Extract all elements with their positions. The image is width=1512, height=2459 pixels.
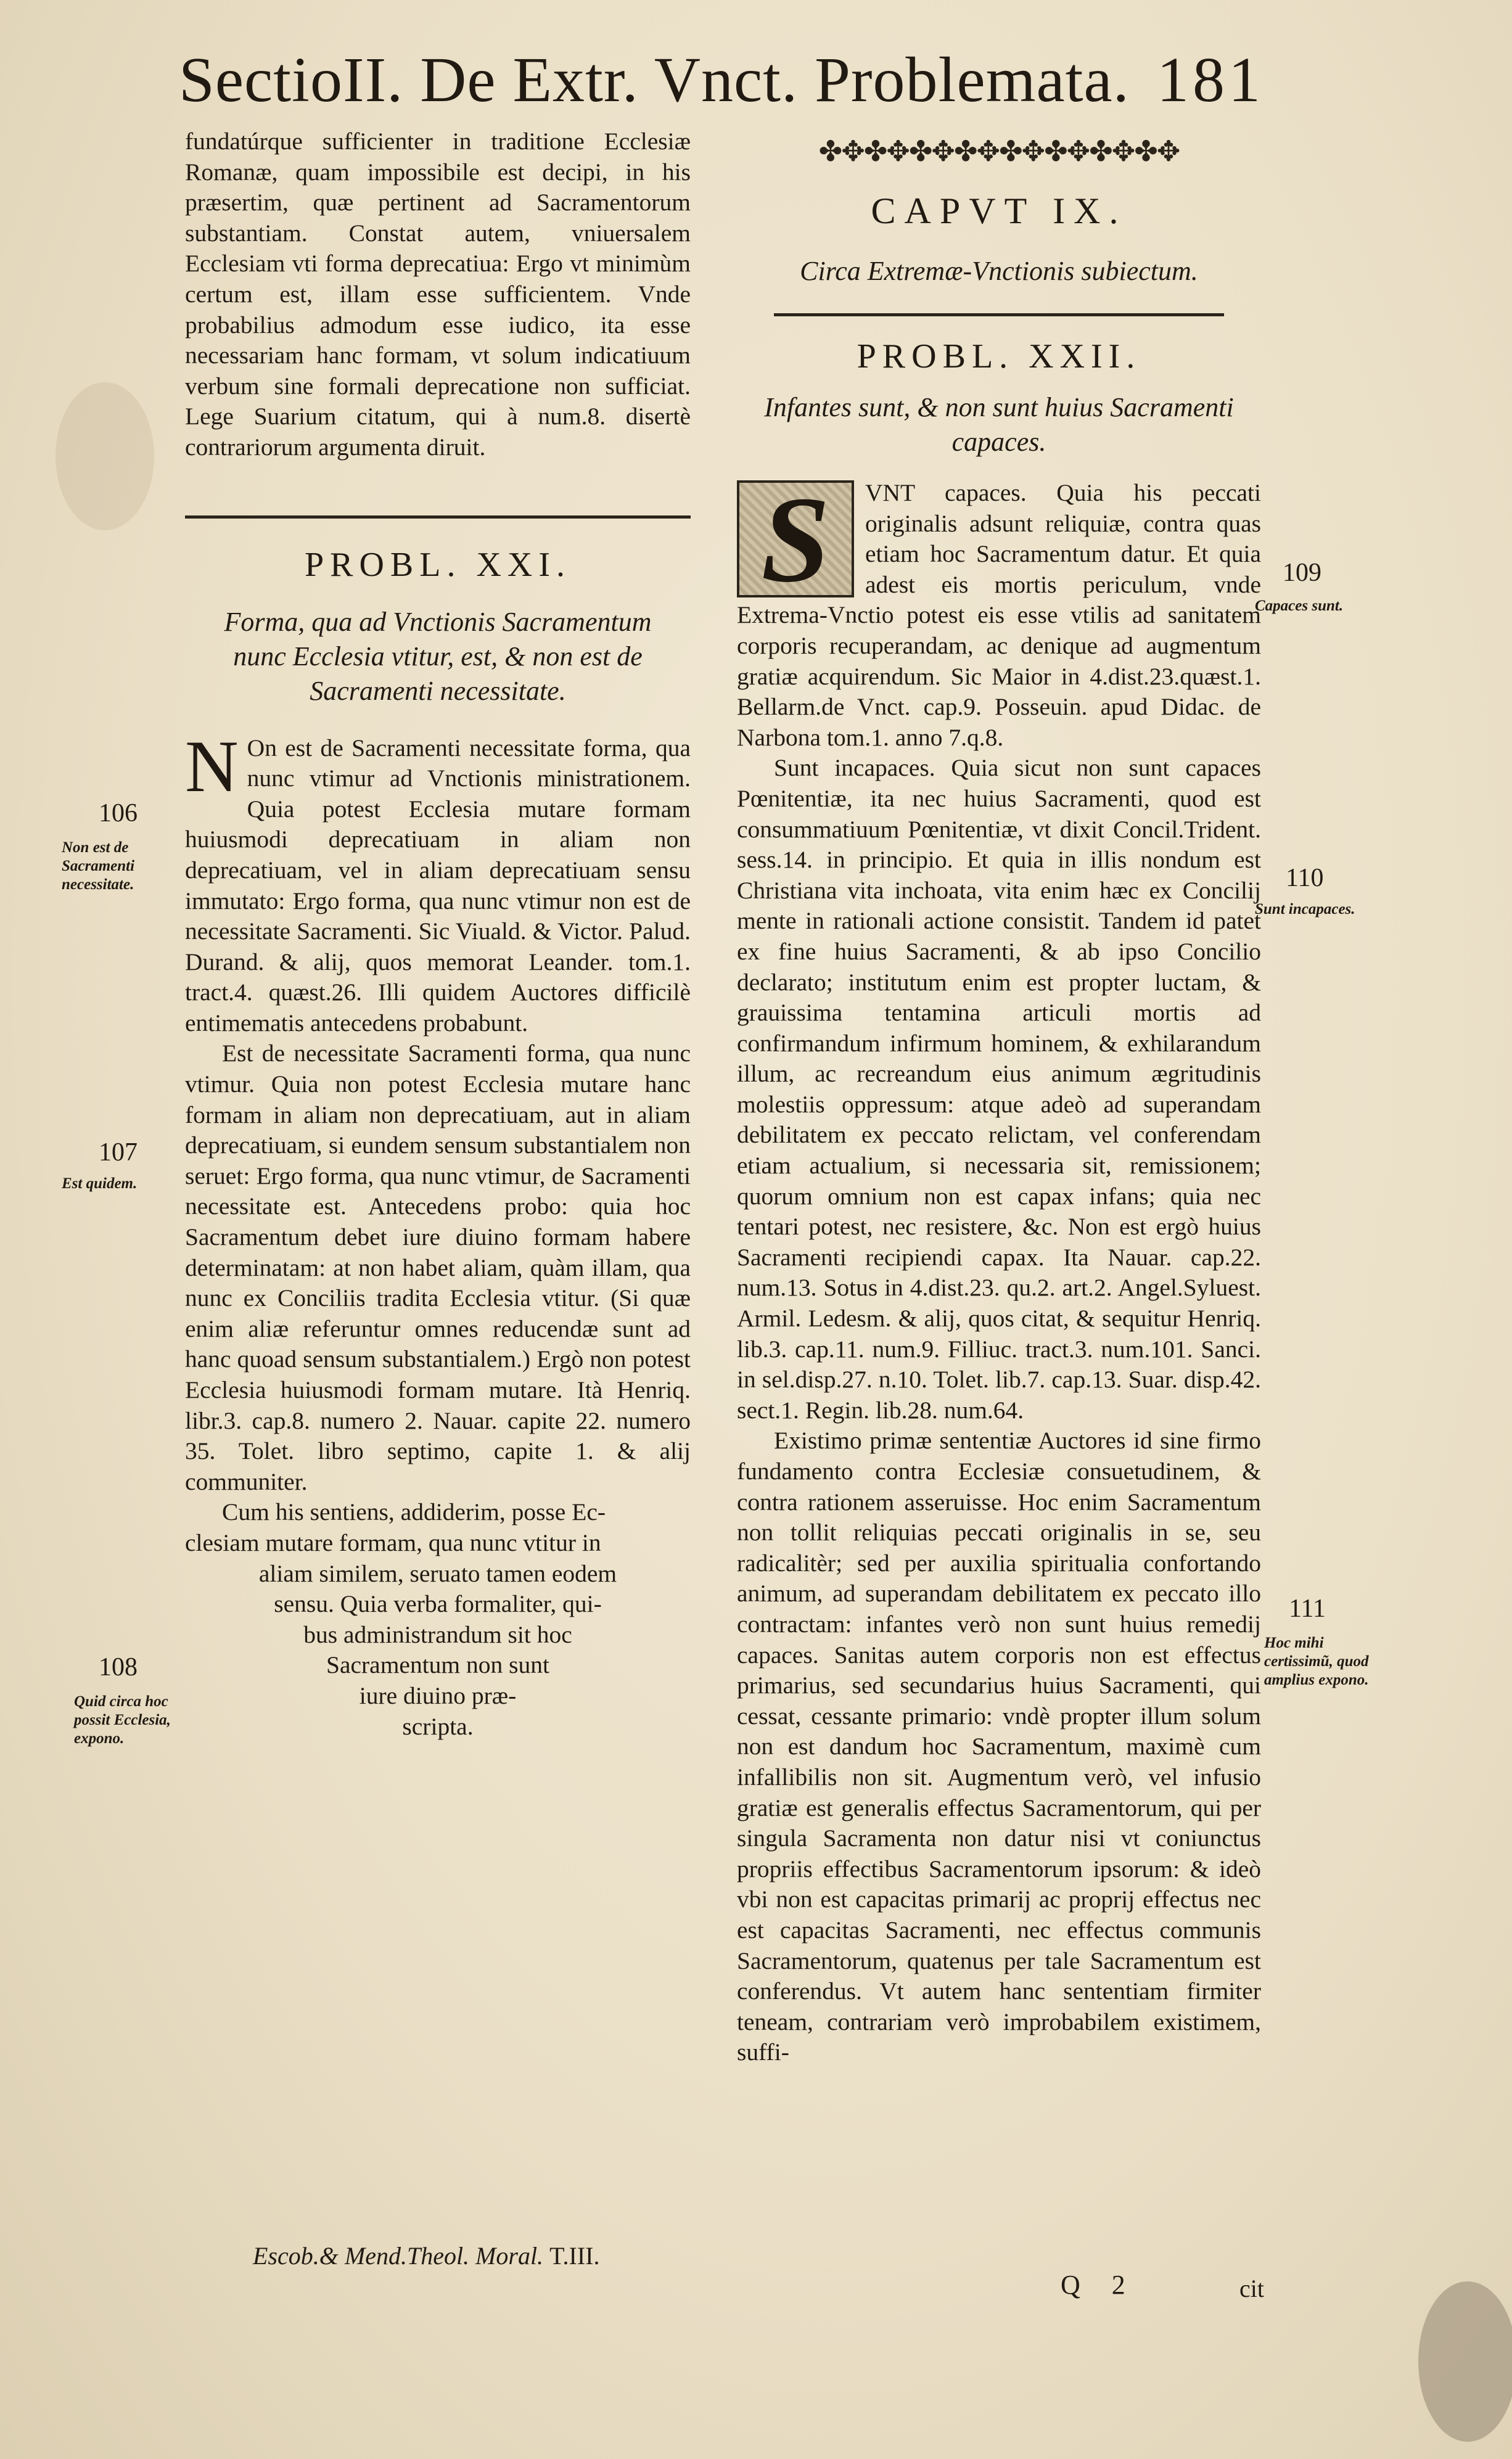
problem-22-heading: PROBL. XXII. [857,337,1141,376]
left-column [185,126,691,1742]
chapter-rubric: Circa Extremæ-Vnctionis subiectum. [800,256,1198,286]
margin-note-110: Sunt incapaces. [1255,901,1355,918]
page-number: 181 [1157,44,1264,115]
paragraph-108: Cum his sentiens, addiderim, posse Ec- clesiam mutare formam, qua nunc vtitur in aliam similem, seruato tamen eodem sensu. Quia verba formaliter, qui- bus administrandum sit hoc Sacramentum non sunt iure diuino præ- scripta. [185,1498,617,1740]
margin-note-106: Non est de Sacramenti necessitate. [62,839,135,893]
ornament-band: ✤✥✤✥✤✥✤✥✤✥✤✥✤✥✤✥ [818,136,1180,167]
paper-damage [1418,2281,1512,2442]
margin-number-110: 110 [1286,864,1324,892]
paper-stain [55,382,154,530]
drop-cap-s: S [737,480,854,597]
right-column [737,129,1261,2068]
margin-note-111: Hoc mihi certissimũ, quod amplius expono. [1264,1635,1369,1688]
problem-21-heading: PROBL. XXI. [304,545,572,584]
drop-cap-n: N [185,725,239,807]
running-title: SectioII. De Extr. Vnct. Problemata. [179,44,1130,115]
paragraph-110: Sunt incapaces. Quia sicut non sunt capaces Pœnitentiæ, ita nec huius Sacramenti, quod est consummatiuum Pœnitentiæ, vt dixit Concil.Trident. sess.14. in principio. Et quia in illis nondum est Christiana vita inchoata, vita enim hæc ex Concilij mente in rationali actione consistit. Tandem id patet ex fine huius Sacramenti, & ab ipso Concilio declarato; institutum enim est propter luctam, & grauissima tentamina articuli mortis ad confirmandum infirmum hominem, & exhilarandum illum, ac recreandum eius animum ægritudinis molestiis oppressum: atque adeò ad superandam debilitatem ex peccato relictam, vel conferendam etiam actualium, si necessaria sit, remissionem; quorum omnium non est capax infans; quia nec tentari potest, nec resistere, &c. Non est ergò huius Sacramenti recipiendi capax. Ita Nauar. cap.22. num.13. Sotus in 4.dist.23. qu.2. art.2. Angel.Syluest. Armil. Ledesm. & alij, quos citat, & sequitur Henriq. lib.3. cap.11. num.9. Filliuc. tract.3. num.101. Sanci. in sel.disp.27. n.10. Tolet. lib.7. cap.13. Suar. disp.42. sect.1. Regin. lib.28. num.64. [737,754,1261,1424]
margin-number-109: 109 [1283,559,1321,587]
chapter-heading: CAPVT IX. [871,191,1127,231]
margin-number-111: 111 [1289,1595,1326,1623]
margin-number-106: 106 [99,799,138,827]
problem-22-rubric: Infantes sunt, & non sunt huius Sacramenti capaces. [764,392,1234,457]
margin-number-107: 107 [99,1138,138,1167]
running-header [179,34,1264,126]
margin-note-109: Capaces sunt. [1255,597,1344,614]
problem-21-rubric: Forma, qua ad Vnctionis Sacramentum nunc Ecclesia vtitur, est, & non est de Sacramenti necessitate. [224,606,652,706]
paragraph-107: Est de necessitate Sacramenti forma, qua nunc vtimur. Quia non potest Ecclesia mutare hanc formam in aliam non deprecatiuam, aut in aliam deprecatiuam, si eundem sensum substantialem non seruet: Ergo forma, qua nunc vtimur, de Sacramenti necessitate est. Antecedens probo: quia hoc Sacramentum debet iure diuino formam habere determinatam: at non habet aliam, quàm illam, qua nunc ex Conciliis tradita Ecclesia vtitur. (Si quæ enim aliæ referuntur omnes reducendæ sunt ad hanc quoad sensum substantialem.) Ergò non potest Ecclesia huiusmodi formam mutare. Ità Henriq. libr.3. cap.8. numero 2. Nauar. capite 22. numero 35. Tolet. libro septimo, capite 1. & alij communiter. [185,1040,691,1495]
signature-mark: Q 2 [1061,2270,1138,2300]
margin-note-108: Quid circa hoc possit Ecclesia, expono. [74,1693,171,1747]
margin-note-107: Est quidem. [62,1175,138,1192]
footer-signature: Escob.& Mend.Theol. Moral. T.III. [253,2242,600,2270]
paragraph-106: N On est de Sacramenti necessitate forma, qua nunc vtimur ad Vnctionis ministrationem. Quia potest Ecclesia mutare formam huiusmodi deprecatiuam in aliam non deprecatiuam, vel in aliam deprecatiuam sensu immutato: Ergo forma, qua nunc vtimur non est de necessitate Sacramenti. Sic Viuald. & Victor. Palud. Durand. & alij, quos memorat Leander. tom.1. tract.4. quæst.26. Illi quidem Auctores difficilè entimematis antecedens probabunt. [185,725,691,1037]
margin-number-108: 108 [99,1653,138,1681]
paragraph-111: Existimo primæ sententiæ Auctores id sine firmo fundamento contra Ecclesiæ consuetudinem, & contra rationem asseruisse. Hoc enim Sacramentum non tollit reliquias peccati originalis in se, seu radicalitèr; sed per auxilia spiritualia confortando animum, ad superandam debilitatem ex peccato illo contractam: infantes verò non sunt huius remedij capaces. Sanitas autem corporis non est effectus primarius, sed secundarius huius Sacramenti, qui cessat, cessante primario: vndè propter illum solum non est dandum hoc Sacramentum, maximè cum infallibilis non sit. Augmentum verò, vel infusio gratiæ est generalis effectus Sacramentorum, qui per singula Sacramenta non datur nisi vt coniunctus propriis effectibus Sacramentorum ipsorum: & ideò vbi non est capacitas primarij ac proprij effectus nec est capacitas Sacramenti, nec effectus communis Sacramentorum, quatenus per tale Sacramentum est conferendus. Vt autem hanc sententiam firmiter teneam, contrariam verò improbabilem existimem, suffi- [737,1427,1261,2066]
intro-paragraph: fundatúrque sufficienter in traditione Ecclesiæ Romanæ, quam impossibile est decipi, in his præsertim, quæ pertinent ad Sacramentorum substantiam. Constat autem, vniuersalem Ecclesiam vti forma deprecatiua: Ergo vt minimùm certum est, illam esse sufficientem. Vnde probabilius admodum esse iudico, ita esse necessariam hanc formam, vt solum indicatiuum verbum sine formali deprecatione non sufficiat. Lege Suarium citatum, qui à num.8. disertè contrariorum argumenta diruit. [185,128,691,461]
catchword: cit [1239,2275,1264,2302]
paragraph-109: S VNT capaces. Quia his peccati originalis adsunt reliquiæ, contra quas etiam hoc Sacramentum datur. Et quia adest eis mortis periculum, vnde Extrema-Vnctio potest eis esse vtilis ad sanitatem corporis recuperandam, ac denique ad augmentum gratiæ acquirendum. Sic Maior in 4.dist.23.quæst.1. Bellarm.de Vnct. cap.9. Posseuin. apud Didac. de Narbona tom.1. anno 7.q.8. [737,472,1261,751]
